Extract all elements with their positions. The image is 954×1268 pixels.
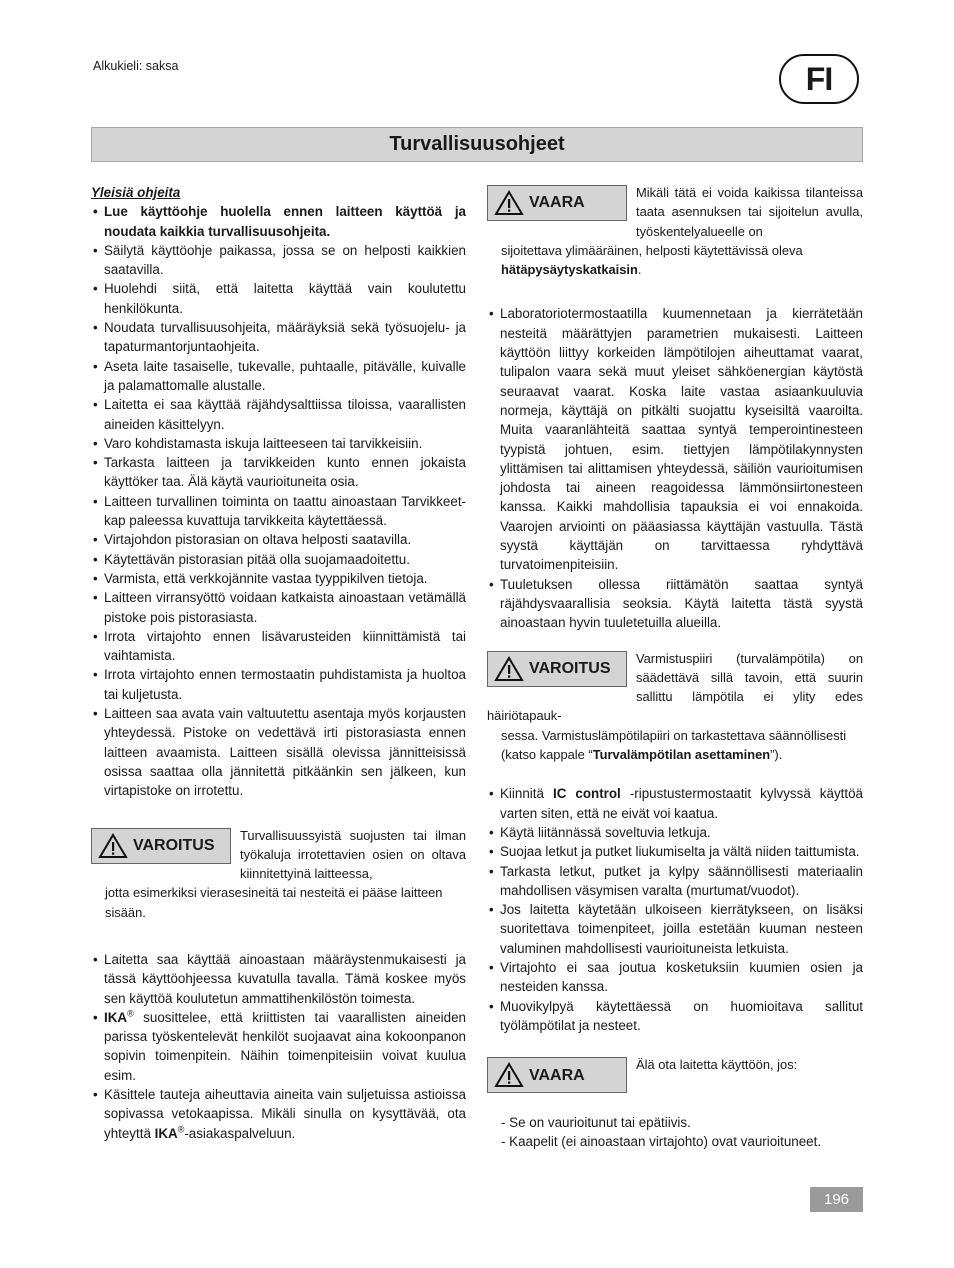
list-item [91, 1085, 466, 1143]
handling-list [487, 784, 863, 1035]
warning-triangle-icon [494, 656, 524, 682]
list-item: • Laitetta ei saa käyttää räjähdysalttiissa tiloissa, vaarallisten aineiden käsittelyyn. [91, 395, 466, 434]
list-item: • Tuuletuksen ollessa riittämätön saattaa syntyä räjähdysvaarallisia seoksia. Käytä laitetta tästä syystä ainoastaan hyvin tuuletetuilla alueilla. [487, 575, 863, 633]
list-item: • Käytä liitännässä soveltuvia letkuja. [487, 823, 863, 842]
list-item: • Varo kohdistamasta iskuja laitteeseen tai tarvikkeisiin. [91, 434, 466, 453]
warning-triangle-icon [98, 833, 128, 859]
list-item: • Virtajohto ei saa joutua kosketuksiin kuumien osien ja nesteiden kanssa. [487, 958, 863, 997]
danger-label-box [487, 185, 627, 221]
danger-text: Mikäli tätä ei voida kaikissa tilanteissa taata asennuksen tai sijoitelun avulla, työskentelyalueelle on [636, 185, 863, 239]
original-language-note: Alkukieli: saksa [93, 59, 179, 73]
right-column [487, 183, 863, 1152]
hazard-list [487, 304, 863, 632]
list-item: • Käytettävän pistorasian pitää olla suojamaadoitettu. [91, 550, 466, 569]
list-item: • Huolehdi siitä, että laitetta käyttää vain koulutettu henkilökunta. [91, 279, 466, 318]
warning-triangle-icon [494, 190, 524, 216]
emergency-stop-term: hätäpysäytyskatkaisin [501, 262, 638, 278]
list-item-text: Käsittele tauteja aiheuttavia aineita vain suljetuissa astioissa sopivassa vetokaapissa. Mikäli sinulla on kysyttävää, ota yhteyttä [104, 1087, 466, 1141]
list-item: • Laitteen turvallinen toiminta on taattu ainoastaan Tarvikkeet-kap paleessa kuvattuja tarvikkeita käytettäessä. [91, 492, 466, 531]
danger-label-box [487, 1057, 627, 1093]
general-instructions-list [91, 202, 466, 800]
list-item: • Säilytä käyttöohje paikassa, jossa se on helposti kaikkien saatavilla. [91, 241, 466, 280]
product-name: IC control [552, 786, 621, 802]
warning-label-box [91, 828, 231, 864]
list-item: • Irrota virtajohto ennen termostaatin puhdistamista ja huoltoa tai kuljetusta. [91, 665, 466, 704]
warning-text: Varmistuspiiri (turvalämpötila) on säädettävä sillä tavoin, että suurin sallittu lämpötila ei ylity edes häiriötapauk- [487, 650, 863, 724]
list-item: - Se on vaurioitunut tai epätiivis. [501, 1115, 691, 1131]
list-item: • Varmista, että verkkojännite vastaa tyyppikilven tietoja. [91, 569, 466, 588]
warning-text-part: sessa. Varmistuslämpötilapiiri on tarkastettava säännöllisesti (katso kappale “ [501, 727, 847, 763]
section-title-bar [91, 127, 863, 162]
list-item-text: suosittelee, että kriittisten tai vaarallisten aineiden parissa työskentelevät henkilöt suojaavat aina kokoonpanon sopivin toimenpitein. Näihin toimenpiteisiin voivat kuulua esim. [104, 1009, 466, 1083]
left-column [91, 183, 466, 1143]
language-badge: FI [779, 54, 859, 104]
warning-label-box [487, 651, 627, 687]
damage-conditions-list [487, 1113, 863, 1152]
danger-block [487, 183, 863, 241]
danger-text-part: sijoitettava ylimääräinen, helposti käytettävissä oleva [501, 242, 803, 258]
usage-instructions-list [91, 950, 466, 1143]
brand-name: IKA [154, 1125, 178, 1141]
warning-text-end: ”). [770, 747, 783, 763]
list-item: • Suojaa letkut ja putket liukumiselta ja vältä niiden taittumista. [487, 842, 863, 861]
general-instructions-heading: Yleisiä ohjeita [91, 185, 181, 200]
registered-mark: ® [177, 1124, 185, 1135]
list-item [91, 1008, 466, 1085]
list-item: • Muovikylpyä käytettäessä on huomioitava sallitut työlämpötilat ja nesteet. [487, 997, 863, 1036]
danger-label: VAARA [529, 1066, 585, 1084]
list-item: • Laitetta saa käyttää ainoastaan määräystenmukaisesti ja tässä käyttöohjeessa kuvatulla tavalla. Tämä koskee myös sen käyttöä koulutetun ammattihenkilöstön toimesta. [91, 950, 466, 1008]
list-item-text: -asiakaspalveluun. [184, 1125, 296, 1141]
list-item: • Noudata turvallisuusohjeita, määräyksiä sekä työsuojelu- ja tapaturmantorjuntaohjeita. [91, 318, 466, 357]
page-number: 196 [810, 1187, 863, 1212]
page-title: Turvallisuusohjeet [389, 133, 565, 155]
danger-block [487, 1055, 863, 1101]
section-reference: Turvalämpötilan asettaminen [592, 747, 771, 763]
danger-text-end: . [637, 262, 642, 278]
warning-block [487, 649, 863, 726]
list-item: • Tarkasta letkut, putket ja kylpy säännöllisesti materiaalin mahdollisen väsymisen varalta (murtumat/vuodot). [487, 862, 863, 901]
list-item: - Kaapelit (ei ainoastaan virtajohto) ovat vaurioituneet. [501, 1134, 822, 1150]
danger-text-continuation [487, 241, 863, 280]
list-item: • Jos laitetta käytetään ulkoiseen kierrätykseen, on lisäksi suoritettava toimenpiteet, joilla estetään kuuman nesteen valuminen mahdollisesti vaurioituneista letkuista. [487, 900, 863, 958]
warning-text-continuation: jotta esimerkiksi vierasesineitä tai nesteitä ei pääse laitteen sisään. [105, 885, 443, 920]
warning-label: VAROITUS [133, 836, 215, 854]
list-item: • Lue käyttöohje huolella ennen laitteen käyttöä ja noudata kaikkia turvallisuusohjeita. [91, 202, 466, 241]
danger-text: Älä ota laitetta käyttöön, jos: [636, 1057, 798, 1073]
brand-name: IKA [104, 1009, 128, 1025]
list-item [487, 784, 863, 823]
list-item: • Laitteen saa avata vain valtuutettu asentaja myös korjausten yhteydessä. Pistoke on vedettävä irti pistorasiasta ennen laitteen avaamista. Laitteen sisällä olevissa jännitteisissä osissa saattaa olla jännitettä pitkäänkin sen jälkeen, kun virtapistoke on irrotettu. [91, 704, 466, 800]
list-item-text: -ripustustermostaatit kylvyssä käyttöä varten siten, että ne eivät voi kaatua. [500, 786, 863, 821]
warning-block [91, 826, 466, 884]
warning-triangle-icon [494, 1062, 524, 1088]
warning-label: VAROITUS [529, 659, 611, 677]
list-item: • Aseta laite tasaiselle, tukevalle, puhtaalle, pitävälle, kuivalle ja palamattomalle alustalle. [91, 357, 466, 396]
registered-mark: ® [127, 1008, 134, 1019]
danger-label: VAARA [529, 194, 585, 212]
list-item: • Laboratoriotermostaatilla kuumennetaan ja kierrätetään nesteitä määrättyjen parametrien mukaisesti. Laitteen käyttöön liittyy korkeiden lämpötilojen aiheuttamat vaarat, tulipalon vaara sekä muut yleiset sähköenergian käytöstä seuraavat vaarat. Koska laite vastaa asiaankuuluvia normeja, käyttäjä on pitkälti suojattu kyseisiltä vaaroilta. Muita vaaranlähteitä saattaa syntyä temperointinesteen tyypistä johtuen, esim. tiettyjen lämpötilakynnysten ylittämisen tai alittamisen yhteydessä, säiliön vaurioitumisen johdosta tai aineen reagoidessa lämmönsiirtonesteen kanssa. Kaikki mahdollisia tapauksia ei voi ennakoida. Vaarojen arviointi on pääasiassa käyttäjän vastuulla. Tästä syystä käyttäjän on tarvittaessa ryhdyttävä turvatoimenpiteisiin. [487, 304, 863, 574]
list-item: • Tarkasta laitteen ja tarvikkeiden kunto ennen jokaista käyttöker taa. Älä käytä vaurioituneita osia. [91, 453, 466, 492]
list-item: • Laitteen virransyöttö voidaan katkaista ainoastaan vetämällä pistoke pois pistorasiasta. [91, 588, 466, 627]
list-item: • Virtajohdon pistorasian on oltava helposti saatavilla. [91, 530, 466, 549]
list-item-text: Kiinnitä [500, 786, 553, 802]
warning-text: Turvallisuussyistä suojusten tai ilman työkaluja irrotettavien osien on oltava kiinnitettyinä laitteessa, [240, 827, 466, 882]
warning-text-continuation [487, 726, 863, 765]
list-item: • Irrota virtajohto ennen lisävarusteiden kiinnittämistä tai vaihtamista. [91, 627, 466, 666]
